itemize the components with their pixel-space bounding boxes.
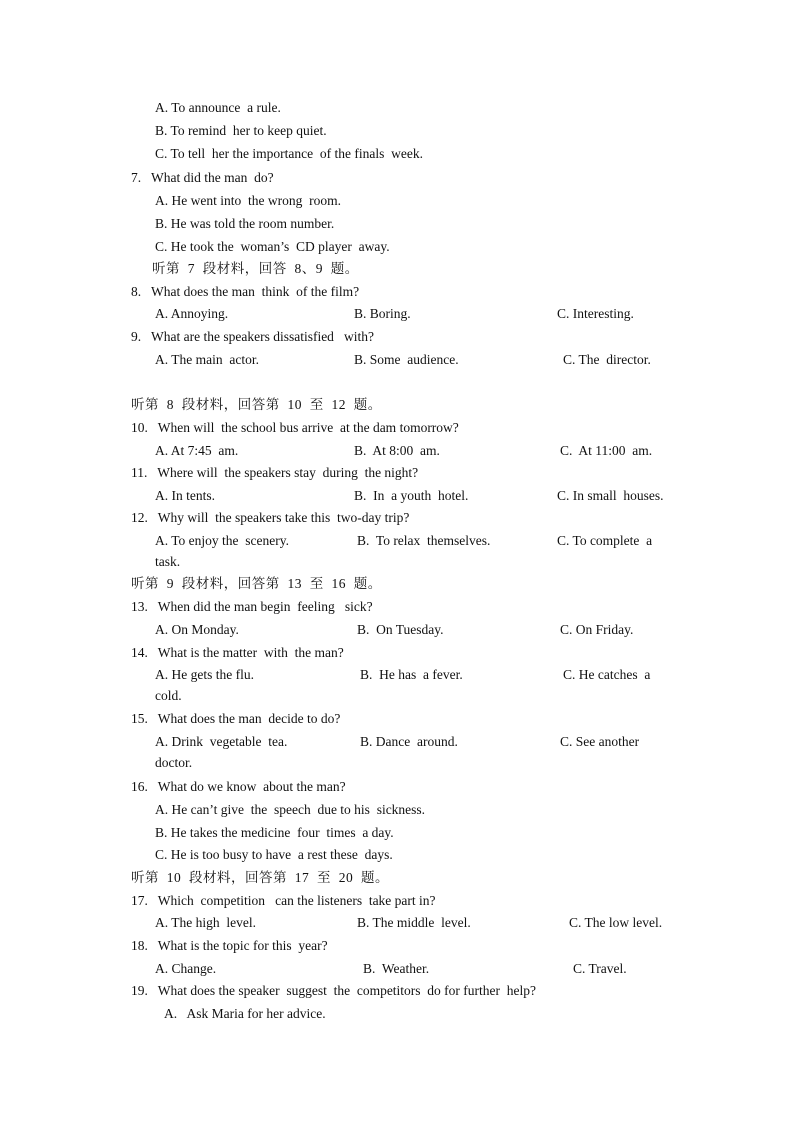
q17-stem: 17. Which competition can the listeners take part in? [131,893,436,908]
q16-stem: 16. What do we know about the man? [131,779,346,794]
q15-stem: 15. What does the man decide to do? [131,711,341,726]
q14-stem: 14. What is the matter with the man? [131,645,344,660]
q18-option-b: B. Weather. [363,961,430,976]
q15-option-b: B. Dance around. [360,734,458,749]
q7-option-c: C. He took the woman’s CD player away. [155,239,390,254]
q14-option-b: B. He has a fever. [360,667,463,682]
q6-option-c: C. To tell her the importance of the finals week. [155,146,423,161]
q17-option-a: A. The high level. [155,915,256,930]
q10-option-a: A. At 7:45 am. [155,443,239,458]
q17-option-c: C. The low level. [569,915,663,930]
q13-option-c: C. On Friday. [560,622,634,637]
q18-option-a: A. Change. [155,961,217,976]
q13-stem: 13. When did the man begin feeling sick? [131,599,373,614]
q8-option-b: B. Boring. [354,306,411,321]
q15-option-c: C. See another [560,734,640,749]
q12-option-c-continued: task. [155,554,181,569]
q13-option-a: A. On Monday. [155,622,239,637]
q7-stem: 7. What did the man do? [131,170,274,185]
q10-option-c: C. At 11:00 am. [560,443,653,458]
q11-option-a: A. In tents. [155,488,215,503]
q18-stem: 18. What is the topic for this year? [131,938,328,953]
section-9-instruction: 听第 9 段材料，回答第 13 至 16 题。 [131,576,382,591]
q11-option-c: C. In small houses. [557,488,664,503]
section-8-instruction: 听第 8 段材料，回答第 10 至 12 题。 [131,397,382,412]
q8-stem: 8. What does the man think of the film? [131,284,360,299]
q16-option-a: A. He can’t give the speech due to his sickness. [155,802,426,817]
q14-option-a: A. He gets the flu. [155,667,254,682]
section-10-instruction: 听第 10 段材料，回答第 17 至 20 题。 [131,870,389,885]
q9-option-c: C. The director. [563,352,651,367]
q9-option-b: B. Some audience. [354,352,459,367]
q10-option-b: B. At 8:00 am. [354,443,440,458]
q12-option-b: B. To relax themselves. [357,533,491,548]
q17-option-b: B. The middle level. [357,915,471,930]
q15-option-a: A. Drink vegetable tea. [155,734,288,749]
q8-option-a: A. Annoying. [155,306,229,321]
q18-option-c: C. Travel. [573,961,627,976]
q14-option-c-continued: cold. [155,688,182,703]
q6-option-a: A. To announce a rule. [155,100,281,115]
q11-stem: 11. Where will the speakers stay during the night? [131,465,419,480]
q12-option-a: A. To enjoy the scenery. [155,533,290,548]
q7-option-b: B. He was told the room number. [155,216,335,231]
q14-option-c: C. He catches a [563,667,651,682]
q19-option-a: A. Ask Maria for her advice. [164,1006,326,1021]
q12-stem: 12. Why will the speakers take this two-day trip? [131,510,410,525]
q15-option-c-continued: doctor. [155,755,193,770]
section-7-instruction: 听第 7 段材料，回答 8、9 题。 [152,261,359,276]
q7-option-a: A. He went into the wrong room. [155,193,341,208]
q9-stem: 9. What are the speakers dissatisfied with? [131,329,375,344]
q11-option-b: B. In a youth hotel. [354,488,469,503]
q9-option-a: A. The main actor. [155,352,259,367]
q13-option-b: B. On Tuesday. [357,622,444,637]
q6-option-b: B. To remind her to keep quiet. [155,123,327,138]
q8-option-c: C. Interesting. [557,306,634,321]
q16-option-b: B. He takes the medicine four times a day. [155,825,394,840]
q10-stem: 10. When will the school bus arrive at the dam tomorrow? [131,420,459,435]
q16-option-c: C. He is too busy to have a rest these days. [155,847,393,862]
q19-stem: 19. What does the speaker suggest the competitors do for further help? [131,983,537,998]
q12-option-c: C. To complete a [557,533,653,548]
